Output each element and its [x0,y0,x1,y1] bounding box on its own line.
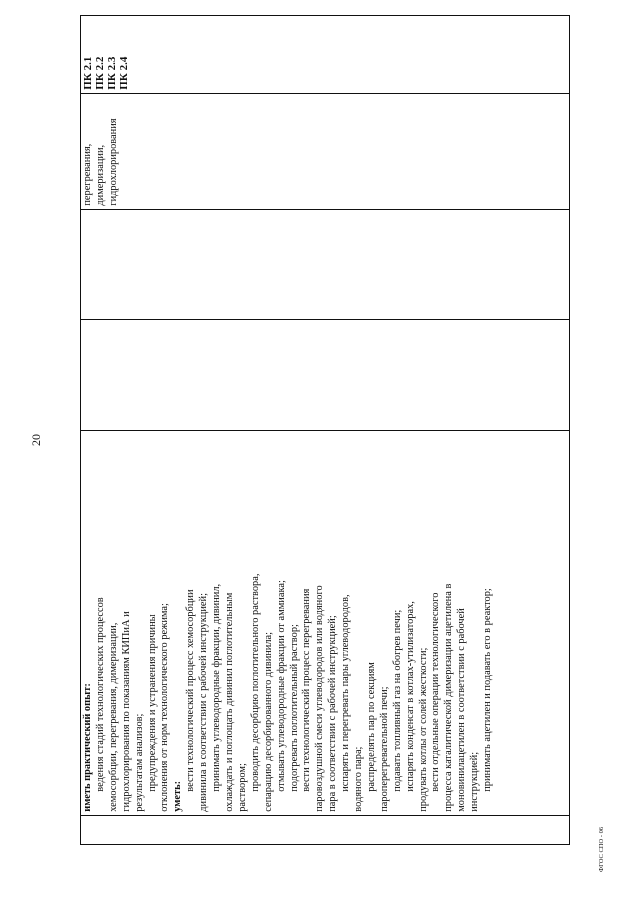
competency-code: ПК 2.3 [106,56,118,90]
content-line: принимать углеводородные фракции, дивинил, [211,583,223,792]
content-line: раствором; [236,763,248,812]
content-line: испарять конденсат в котлах-утилизаторах, [404,601,416,792]
content-line: инструкцией; [469,751,481,812]
content-line: вести отдельные операции технологического [430,592,442,792]
process-line: димеризации, [94,144,106,206]
content-line: пароперегревательной печи; [378,686,390,812]
content-line: охлаждать и поглощать дивинил поглотительным [223,592,235,812]
page-number: 20 [29,434,43,446]
content-line: предупреждения и устранения причины [146,614,158,792]
empty-index-cell [81,815,570,844]
content-line: подогревать поглотительный раствор; [288,624,300,792]
content-line: водяного пара; [353,746,365,812]
content-line: вести технологический процесс перегревания [301,588,313,792]
competency-table-rotated [80,15,570,845]
content-line: отмывать углеводородные фракции от аммиака; [275,580,287,792]
content-line: испарять и перегревать пары углеводородов, [340,594,352,792]
content-line: вести технологический процесс хемосорбции [185,589,197,792]
content-line: отклонения от норм технологического режима; [159,603,171,812]
content-line: паровоздушной смеси углеводородов или водяного [314,585,326,812]
competency-table [80,15,570,845]
competency-code: ПК 2.4 [118,56,130,90]
content-line: проводить десорбцию поглотительного раствора, [249,573,261,792]
empty-cell-3 [81,319,570,430]
content-line: моновинилацетилен в соответствии с рабочей [456,608,468,812]
content-line: результатам анализов; [133,713,145,812]
content-line: процесса каталитической димеризации ацетилена в [443,583,455,812]
content-line: ведения стадий технологических процессов [94,597,106,792]
process-line: гидрохлорирования [107,118,119,206]
content-line: принимать ацетилен и подавать его в реактор; [482,588,494,792]
content-line: подавать топливный газ на обогрев печи; [391,609,403,792]
empty-cell-4 [81,209,570,319]
competency-code: ПК 2.2 [94,56,106,90]
competency-codes-cell [81,16,570,94]
experience-heading: иметь практический опыт: [82,683,93,812]
process-cell [81,93,570,209]
content-line: хемосорбции, перегревания, димеризации, [107,622,119,812]
content-cell [81,430,570,815]
table-row [81,16,570,845]
content-line: гидрохлорирования по показаниям КИПиА и [120,611,132,812]
content-line: пара в соответствии с рабочей инструкцией; [327,615,339,812]
competency-code: ПК 2.1 [82,56,94,90]
content-line: распределять пар по секциям [365,662,377,792]
content-line: сепарацию десорбированного дивинила; [262,631,274,812]
skills-heading: уметь: [172,780,184,812]
content-line: продувать котлы от солей жесткости; [417,647,429,812]
process-line: перегревания, [82,143,93,206]
content-lines [95,434,495,812]
footer-code: ФГОС СПО - 06 [598,826,605,872]
content-line: дивинила в соответствии с рабочей инструкцией; [198,593,210,812]
